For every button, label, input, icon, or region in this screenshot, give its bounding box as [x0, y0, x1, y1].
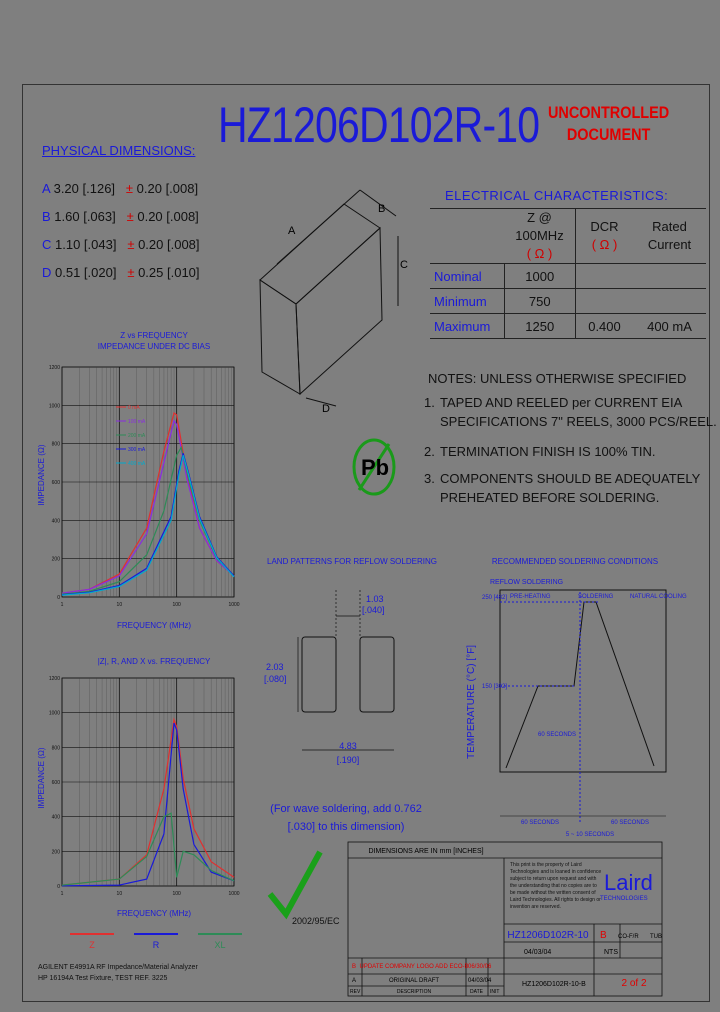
dimensions-note: DIMENSIONS ARE IN mm [INCHES]	[368, 848, 484, 855]
analyzer-note-1: AGILENT E4991A RF Impedance/Material Analyzer	[38, 964, 198, 971]
pb-free-icon	[350, 436, 398, 498]
soldering-conditions-chart	[460, 552, 687, 842]
confidential-line: invention are reserved.	[510, 904, 561, 910]
legend-label: 300 mA	[128, 447, 146, 453]
electrical-title: ELECTRICAL CHARACTERISTICS:	[445, 188, 669, 203]
y-tick-label: 1200	[48, 365, 60, 371]
duration-first: 60 SECONDS	[520, 820, 560, 826]
z-vs-frequency-chart	[36, 325, 248, 635]
note-number: 1.	[424, 395, 435, 410]
check-mark	[270, 852, 320, 914]
width-value-in: [.190]	[336, 755, 360, 765]
dimension-row-a	[42, 181, 198, 196]
dim-value: 3.20 [.126]	[53, 181, 116, 196]
legend-label: 400 mA	[128, 461, 146, 467]
part-number-title: HZ1206D102R-10	[218, 97, 540, 153]
series-line-z	[62, 720, 234, 886]
chart-legend	[116, 405, 146, 467]
component-drawing	[232, 180, 432, 420]
y-tick-label: 1200	[48, 676, 60, 682]
y-tick-label: 600	[51, 480, 60, 486]
row-label: Maximum	[430, 314, 505, 339]
header-rated	[634, 209, 706, 264]
header-dcr	[575, 209, 634, 264]
land-pad-left	[302, 637, 336, 712]
rev-row-rev: B	[352, 964, 357, 970]
tb-sheet-label: TUB	[650, 934, 662, 940]
note-text: PREHEATED BEFORE SOLDERING.	[440, 490, 660, 505]
company-logo: Laird	[604, 870, 653, 895]
dim-letter: C	[42, 237, 52, 252]
init-header: INIT	[490, 989, 500, 995]
analyzer-note-2: HP 16194A Test Fixture, TEST REF. 3225	[38, 975, 168, 982]
height-value: 2.03	[266, 662, 284, 672]
land-pad-right	[360, 637, 394, 712]
y-tick-label: 0	[57, 884, 60, 890]
chart-series	[62, 413, 234, 595]
plus-minus-icon: ±	[127, 265, 135, 280]
row-z: 1250	[505, 314, 576, 339]
rev-row-rev: A	[352, 978, 357, 984]
tb-part-number: HZ1206D102R-10	[507, 930, 589, 941]
plus-minus-icon: ±	[125, 181, 134, 196]
dimension-line-d	[306, 398, 336, 406]
x-tick-label: 10	[116, 602, 123, 608]
land-patterns-drawing	[262, 550, 442, 840]
wave-note-1: (For wave soldering, add 0.762	[270, 803, 422, 815]
width-value: 4.83	[339, 741, 357, 751]
table-row	[430, 289, 706, 314]
phase-soldering: SOLDERING	[578, 594, 614, 600]
legend-xl: XL	[214, 940, 226, 950]
height-value-in: [.080]	[264, 674, 287, 684]
chart-grid	[62, 367, 234, 597]
tb-drawing-number: HZ1206D102R-10-B	[522, 981, 586, 988]
dim-value: 1.10 [.043]	[55, 237, 117, 252]
dim-tolerance: 0.20 [.008]	[137, 209, 199, 224]
y-tick-label: 400	[51, 814, 60, 821]
header-z-label: Z @ 100MHz	[515, 210, 564, 243]
electrical-table	[430, 208, 706, 339]
wave-note-2: [.030] to this dimension)	[287, 821, 405, 833]
chart-title: RECOMMENDED SOLDERING CONDITIONS	[491, 557, 659, 566]
y-tick-label: 200	[51, 556, 60, 563]
confidential-line: Laird Technologies. All rights to design or	[510, 897, 601, 903]
y-tick-label: 800	[51, 745, 60, 752]
x-tick-label: 1	[60, 891, 64, 897]
table-row	[430, 314, 706, 339]
x-tick-label: 1000	[228, 891, 240, 897]
note-number: 3.	[424, 471, 435, 486]
gap-value-in: [.040]	[362, 605, 385, 615]
tb-scale: NTS	[604, 949, 618, 956]
confidential-notice	[510, 862, 601, 910]
stamp-line-1: UNCONTROLLED	[548, 103, 670, 122]
tb-rev: B	[600, 930, 607, 941]
rohs-text: 2002/95/EC	[292, 916, 340, 926]
y-axis-label: TEMPERATURE (°C) [°F]	[466, 645, 477, 759]
row-label: Nominal	[430, 264, 505, 289]
component-side-face	[296, 228, 382, 394]
y-tick-150: 150 [302]	[482, 684, 508, 690]
rev-row-date: 06/30/06	[468, 964, 492, 970]
tb-date: 04/03/04	[524, 949, 552, 956]
duration-preheat: 60 SECONDS	[538, 732, 577, 738]
x-axis-label: FREQUENCY (MHz)	[116, 909, 192, 918]
plus-minus-icon: ±	[126, 209, 134, 224]
note-number: 2.	[424, 444, 435, 459]
rev-row-desc: UPDATE COMPANY LOGO ADD ECO-B	[359, 964, 469, 970]
date-header: DATE	[470, 989, 483, 995]
duration-second: 60 SECONDS	[610, 820, 650, 826]
header-rated-label: Rated	[652, 219, 687, 234]
x-tick-label: 10	[116, 891, 123, 897]
pb-text: Pb	[361, 455, 390, 480]
dim-letter: B	[42, 209, 51, 224]
x-axis-label: FREQUENCY (MHz)	[116, 621, 192, 630]
y-tick-label: 1000	[48, 403, 60, 410]
label-a: A	[288, 225, 296, 237]
header-rated-label-2: Current	[647, 237, 692, 252]
header-z	[505, 209, 576, 264]
series-line-400-ma	[62, 455, 234, 595]
y-axis-label: IMPEDANCE (Ω)	[37, 747, 46, 809]
x-tick-label: 100	[172, 602, 181, 608]
notes-title: NOTES: UNLESS OTHERWISE SPECIFIED	[428, 371, 687, 386]
row-z: 750	[505, 289, 576, 314]
dim-tolerance: 0.20 [.008]	[138, 237, 200, 252]
title-block	[348, 842, 710, 1002]
legend-label: 0 mA	[128, 405, 140, 411]
phase-cooling: NATURAL COOLING	[630, 594, 687, 600]
y-tick-label: 600	[51, 780, 60, 786]
note-text: TERMINATION FINISH IS 100% TIN.	[440, 444, 656, 459]
z-r-x-vs-frequency-chart	[36, 650, 248, 922]
dimension-row-d	[42, 265, 200, 280]
confidential-line: be made without the written consent of	[510, 890, 596, 896]
dim-letter: A	[42, 181, 50, 196]
physical-dimensions-title: PHYSICAL DIMENSIONS:	[42, 143, 196, 158]
duration-soldering: 5 ~ 10 SECONDS	[565, 832, 615, 838]
stamp-line-2: DOCUMENT	[566, 125, 651, 144]
confidential-line: the understanding that no copies are to	[510, 883, 597, 889]
chart-title: |Z|, R, AND X vs. FREQUENCY	[97, 657, 211, 666]
y-tick-label: 200	[51, 849, 60, 856]
confidential-line: Technologies and is loaned in confidence	[510, 869, 602, 875]
note-text: COMPONENTS SHOULD BE ADEQUATELY	[440, 471, 701, 486]
row-rated	[634, 264, 706, 289]
title-block-border	[348, 842, 662, 996]
note-text: SPECIFICATIONS 7" REELS, 3000 PCS/REEL.	[440, 414, 717, 429]
dimension-row-b	[42, 209, 199, 224]
label-c: C	[400, 259, 408, 271]
x-tick-label: 100	[172, 891, 181, 897]
header-blank	[430, 209, 505, 264]
confidential-line: subject to return upon request and with	[510, 876, 597, 882]
desc-header: DESCRIPTION	[396, 989, 432, 995]
row-rated	[634, 289, 706, 314]
header-dcr-label: DCR	[590, 219, 619, 234]
dim-letter: D	[42, 265, 52, 280]
row-dcr: 0.400	[575, 314, 634, 339]
dimension-row-c	[42, 237, 200, 252]
header-dcr-unit: ( Ω )	[591, 237, 618, 252]
zrx-legend	[60, 928, 250, 958]
label-b: B	[378, 203, 386, 215]
uncontrolled-stamp	[548, 102, 669, 146]
table-row	[430, 264, 706, 289]
y-tick-label: 0	[57, 595, 60, 601]
rohs-check-icon	[262, 848, 342, 926]
company-logo-sub: TECHNOLOGIES	[600, 896, 648, 902]
tb-size: CO-F/R	[618, 934, 639, 940]
y-tick-250: 250 [482]	[482, 595, 508, 601]
x-tick-label: 1000	[228, 602, 240, 608]
legend-r: R	[152, 940, 160, 950]
chart-series	[62, 720, 234, 886]
legend-label: 200 mA	[128, 433, 146, 439]
rev-row-date: 04/03/04	[468, 978, 492, 984]
component-top-face	[260, 204, 380, 304]
plot-area	[500, 590, 666, 772]
row-z: 1000	[505, 264, 576, 289]
row-label: Minimum	[430, 289, 505, 314]
dim-tolerance: 0.20 [.008]	[136, 181, 199, 196]
row-dcr	[575, 264, 634, 289]
legend-z: Z	[89, 940, 95, 950]
chart-title: Z vs FREQUENCY	[120, 331, 188, 340]
y-tick-label: 800	[51, 441, 60, 448]
table-header-row	[430, 209, 706, 264]
dim-value: 1.60 [.063]	[54, 209, 116, 224]
dim-tolerance: 0.25 [.010]	[138, 265, 200, 280]
component-front-end	[260, 280, 300, 394]
chart-subtitle: IMPEDANCE UNDER DC BIAS	[97, 342, 211, 351]
note-text: TAPED AND REELED per CURRENT EIA	[440, 395, 683, 410]
confidential-line: This print is the property of Laird	[510, 862, 582, 868]
header-z-unit: ( Ω )	[526, 246, 553, 261]
phase-preheat: PRE-HEATING	[510, 594, 551, 600]
legend-label: 100 mA	[128, 419, 146, 425]
row-rated: 400 mA	[634, 314, 706, 339]
land-patterns-title: LAND PATTERNS FOR REFLOW SOLDERING	[267, 557, 437, 566]
label-d: D	[322, 403, 330, 415]
rev-header: REV	[350, 989, 361, 995]
y-axis-label: IMPEDANCE (Ω)	[37, 444, 46, 506]
y-tick-label: 400	[51, 518, 60, 525]
x-tick-label: 1	[60, 602, 64, 608]
row-dcr	[575, 289, 634, 314]
y-tick-label: 1000	[48, 710, 60, 717]
chart-subtitle: REFLOW SOLDERING	[490, 579, 564, 586]
plus-minus-icon: ±	[127, 237, 135, 252]
gap-value: 1.03	[366, 594, 384, 604]
rev-row-desc: ORIGINAL DRAFT	[388, 978, 440, 984]
dim-value: 0.51 [.020]	[55, 265, 117, 280]
tb-sheet: 2 of 2	[621, 978, 647, 989]
